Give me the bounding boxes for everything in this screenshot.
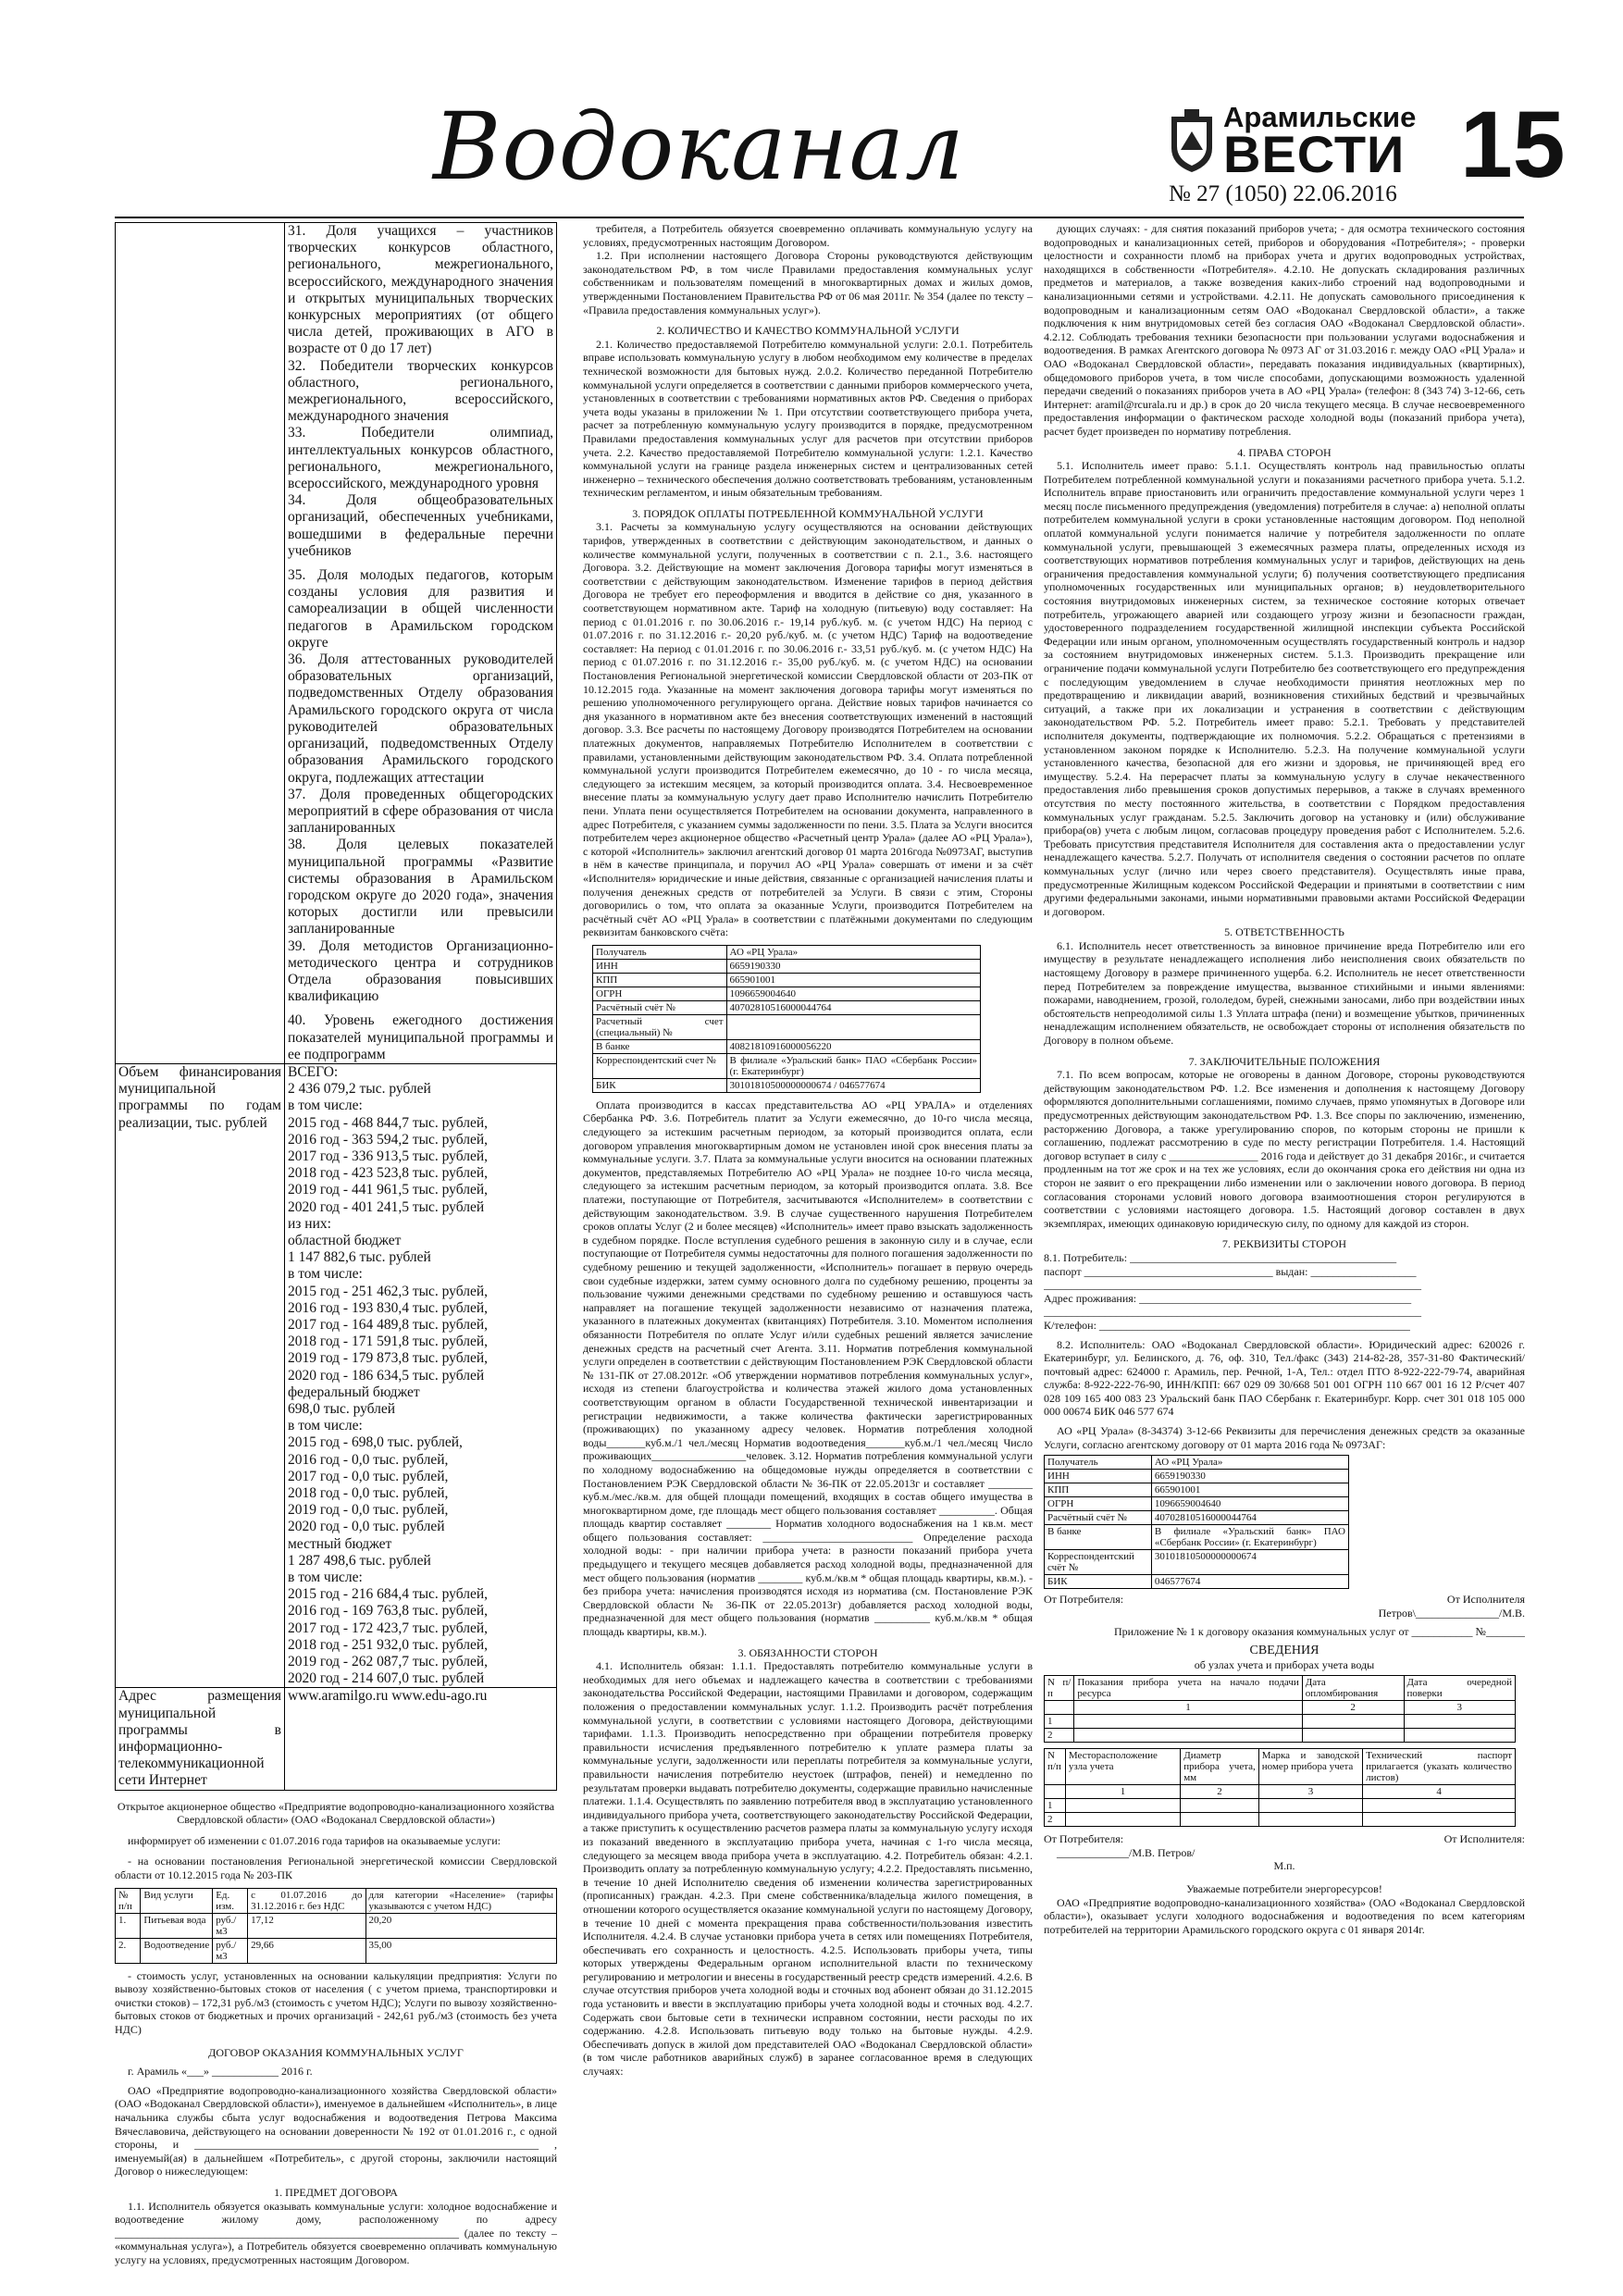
funding-line: 698,0 тыс. рублей [288, 1401, 396, 1418]
newspaper-logo [1168, 101, 1417, 183]
table-row [1045, 1456, 1349, 1470]
consumer-line: паспорт __________________________________ выдан: ___________________ [1044, 1264, 1417, 1278]
funding-line: 2018 год - 171 591,8 тыс. рублей, [288, 1334, 489, 1350]
funding-line: 2020 год - 186 634,5 тыс. рублей [288, 1367, 485, 1384]
table-empty-cell [116, 223, 285, 1064]
intro-text: требителя, а Потребитель обязуется своевременно оплачивать коммунальную услугу на условиях, предусмотренных настоящим Договором. [583, 222, 1033, 249]
bank-cell: 30101810500000000674 / 046577674 [726, 1078, 980, 1092]
tariff-cell: 1. [116, 1913, 141, 1938]
bank-cell: В банке [1045, 1525, 1152, 1550]
logo-line1: Арамильские [1223, 101, 1417, 133]
section2-text: 2.1. Количество предоставляемой Потребителю коммунальной услуги: 2.0.1. Потребитель вправе использовать коммунальную услугу в любом необходимом ему количестве в пределах технической возможности для бытовых нужд. 2.0.2. Количество переданной Потребителю коммунальной услуги определяется в соответствии с данными приборов коммерческого учета, установленных в соответствии с требованиями нормативных актов РФ. Сведения о приборах учета воды указаны в приложении № 1. При отсутствии соответствующего прибора учета, расчет за потребленную коммунальную услугу производится в порядке, предусмотренном Правилами предоставления коммунальных услуг для расчетов при отсутствии приборов учета. 2.2. Качество предоставляемой Потребителю коммунальной услуги: 1.2.1. Качество коммунальной услуги на границе раздела инженерных систем и централизованных сетей инженерно – технического обеспечения должно соответствовать требованиям, установленным техническим регламентом, и иным обязательным требованиям. [583, 337, 1033, 500]
bank-cell: ОГРН [593, 987, 727, 1000]
funding-line: федеральный бюджет [288, 1384, 420, 1400]
cost-text: - стоимость услуг, установленных на основании калькуляции предприятия: Услуги по вывозу хозяйственно-бытовых стоков от населения ( с учетом приема, транспортировки и очистки стоков) – 172,31 руб./м3 (стоимость с учетом НДС); Услуги по вывозу хозяйственно-бытовых стоков от бюджетных и прочих организаций - 242,61 руб./м3 (стоимость без учета НДС) [115, 1968, 557, 2037]
address-value: www.aramilgo.ru www.edu-ago.ru [285, 1688, 557, 1790]
tariff-head: с 01.07.2016 до 31.12.2016 г. без НДС [248, 1888, 365, 1913]
bank-cell: КПП [1045, 1483, 1152, 1497]
basis-text: - на основании постановления Региональной энергетической комиссии Свердловской области от 10.12.2015 года № 203-ПК [115, 1855, 557, 1882]
funding-line: 2015 год - 698,0 тыс. рублей, [288, 1434, 463, 1451]
closing-title: Уважаемые потребители энергоресурсов! [1186, 1882, 1382, 1895]
bank-cell: КПП [593, 973, 727, 987]
funding-label: Объем финансирования муниципальной программы по годам реализации, тыс. рублей [116, 1063, 285, 1688]
tariff-head: Ед. изм. [213, 1888, 248, 1913]
indicator-item: 35. Доля молодых педагогов, которым созданы условия для развития и самореализации в общей численности педагогов в Арамильском городском округе [288, 567, 553, 651]
funding-line: 2015 год - 468 844,7 тыс. рублей, [288, 1114, 489, 1131]
appendix-label: Приложение № 1 к договору оказания коммунальных услуг от ___________ №_______ [1114, 1625, 1525, 1639]
rc-details: АО «РЦ Урала» (8-34374) 3-12-66 Реквизиты для перечисления денежных средств за оказанные Услуги, согласно агентскому договору от 01 марта 2016 года № 0973АГ: [1044, 1424, 1525, 1451]
table-row [593, 973, 981, 987]
bank-cell: 40702810516000044764 [1151, 1511, 1348, 1525]
section4-text: 4.1. Исполнитель обязан: 1.1.1. Предоставлять потребителю коммунальные услуги в необходимых для него объемах и надлежащего качества в соответствии с требованиями законодательства Российской Федерации, настоящими Правилами и договором, содержащим положения о предоставлении коммунальных услуг. 1.1.2. Производить расчёт потребления коммунальной услуги, в соответствии с условиями настоящего Договора, действующими тарифами. 1.1.3. Производить непосредственно при обращении потребителя проверку правильности исчисления предъявленного потребителю к уплате размера платы за коммунальные услуги, задолженности или переплаты потребителя за коммунальные услуги, правильности начисления потребителю неустоек (штрафов, пеней) и немедленно по результатам проверки выдавать потребителю документы, содержащие правильно начисленные платежи. 1.1.4. Осуществлять по заявлению потребителя ввод в эксплуатацию установленного индивидуального прибора учета, соответствующего законодательству Российской Федерации, а также приступить к осуществлению расчетов размера платы за коммунальную услугу исходя из показаний введенного в эксплуатацию прибора учета, начиная с 1-го числа месяца, следующего за месяцем ввода прибора учета в эксплуатацию. 4.2. Потребитель обязан: 4.2.1. Производить оплату за потребленную коммунальную услугу; 4.2.2. Предоставлять письменно, в течение 10 дней Исполнителю сведения об изменении количества зарегистрированных (прописанных) граждан. 4.2.3. При смене собственника/владельца жилого помещения, в отношении которого осуществляется оказание коммунальной услуги по настоящему Договору, в течение 10 дней с момента прекращения права собственности/пользования известить Исполнителя. 4.2.4. В случае установки прибора учета в сетях или помещениях Потребителя, обеспечивать его сохранность и целостность. 4.2.5. Использовать приборы учета, типы которых утверждены Федеральным органом исполнительной власти по техническому регулированию и метрологии и внесены в государственный реестр средств измерений. 4.2.6. В случае отсутствия приборов учета холодной воды и сточных вод абонент обязан до 31.12.2015 года установить и ввести в эксплуатацию приборы учета холодной воды и сточных вод. 4.2.7. Содержать свои бытовые сети в технически исправном состоянии, нести расходы по их содержанию. 4.2.8. Использовать питьевую воду только на бытовые нужды. 4.2.9. Обеспечивать допуск в жилой дом представителей ОАО «Водоканал Свердловской области» (в том числе работников аварийных служб) в заранее согласованное время в следующих случаях: [583, 1659, 1033, 2079]
consumer-line: 8.1. Потребитель: ________________________________________________ [1044, 1250, 1397, 1264]
table-row [1045, 1550, 1349, 1575]
bank-cell: 665901001 [1151, 1483, 1348, 1497]
funding-line: 2019 год - 441 961,5 тыс. рублей, [288, 1182, 489, 1198]
table-row [1045, 1525, 1349, 1550]
bank-cell: АО «РЦ Урала» [1151, 1456, 1348, 1470]
table-head: Месторасположение узла учета [1065, 1749, 1180, 1785]
table-row [1045, 1511, 1349, 1525]
bank-table [592, 945, 981, 1093]
tariff-head: № п/п [116, 1888, 141, 1913]
section4-title: 3. ОБЯЗАННОСТИ СТОРОН [737, 1645, 878, 1659]
page-number: 15 [1460, 92, 1566, 197]
tariff-cell: 2. [116, 1938, 141, 1963]
table-row [1045, 1799, 1516, 1813]
table-cell: 2 [1045, 1813, 1066, 1827]
org-block: Открытое акционерное общество «Предприятие водопроводно-канализационного хозяйства Свердловской области» (ОАО «Водоканал Свердловской области») [117, 1799, 555, 1827]
tariff-cell: руб./м3 [213, 1913, 248, 1938]
table-row [1045, 1575, 1349, 1589]
tariff-cell: Питьевая вода [141, 1913, 213, 1938]
coat-of-arms-icon [1168, 107, 1216, 174]
consumer-line: Адрес проживания: _________________________________________________ [1044, 1291, 1412, 1305]
table-row [116, 1913, 557, 1938]
section1-text: 1.1. Исполнитель обязуется оказывать коммунальные услуги: холодное водоснабжение и водоотведение жилому дому, расположенному по адресу ______________________________________________________________ (далее по тексту – «коммунальная услуга»), а Потребитель обязуется своевременно оплачивать коммунальную услугу на условиях, предусмотренных настоящим Договором. [115, 2199, 557, 2266]
funding-line: 2015 год - 216 684,4 тыс. рублей, [288, 1586, 489, 1603]
sign-line: Петров\_______________/М.В. [1378, 1606, 1525, 1620]
bank-cell: Получатель [1045, 1456, 1152, 1470]
table-cell: 4 [1363, 1785, 1516, 1799]
table-head: N п/п [1045, 1749, 1066, 1785]
table-row [1045, 1715, 1516, 1729]
funding-line: 2020 год - 0,0 тыс. рублей [288, 1519, 445, 1535]
sign-consumer: От Потребителя: [1044, 1593, 1124, 1607]
table-row [1045, 1497, 1349, 1511]
table-cell: 1 [1074, 1701, 1302, 1715]
tariff-cell: Водоотведение [141, 1938, 213, 1963]
bank-cell: 30101810500000000674 [1151, 1550, 1348, 1575]
table-row [593, 1078, 981, 1092]
funding-line: в том числе: [288, 1570, 363, 1586]
funding-line: 2019 год - 0,0 тыс. рублей, [288, 1502, 449, 1519]
column-middle [583, 222, 1033, 2286]
stamp-label: М.п. [1273, 1859, 1295, 1873]
issue-number: № 27 (1050) 22.06.2016 [1169, 181, 1397, 206]
table-cell: 3 [1404, 1701, 1515, 1715]
funding-line: 1 147 882,6 тыс. рублей [288, 1249, 431, 1266]
table-row [593, 959, 981, 973]
table-row [593, 1000, 981, 1014]
funding-line: 2 436 079,2 тыс. рублей [288, 1081, 431, 1098]
table-row [593, 1014, 981, 1039]
table-head: N п/п [1045, 1676, 1074, 1701]
table-row [1045, 1813, 1516, 1827]
table-head: Диаметр прибора учета, мм [1181, 1749, 1259, 1785]
funding-line: местный бюджет [288, 1535, 392, 1552]
info-subtitle: об узлах учета и приборах учета воды [1194, 1657, 1375, 1671]
meters-table-2 [1044, 1748, 1516, 1827]
bank-cell: ИНН [1045, 1470, 1152, 1483]
consumer-line: ____________________________________________________________________ [1044, 1278, 1421, 1292]
bank-cell: БИК [593, 1078, 727, 1092]
column-right [1044, 222, 1525, 2286]
table-cell: 1 [1065, 1785, 1180, 1799]
section6-title: 5. ОТВЕТСТВЕННОСТЬ [1224, 925, 1344, 939]
table-cell: 2 [1181, 1785, 1259, 1799]
tariff-head: для категории «Население» (тарифы указываются с учетом НДС) [365, 1888, 557, 1913]
contract-place: г. Арамиль «___» ____________ 2016 г. [128, 2065, 313, 2079]
section3-text-2: Оплата производится в кассах представительства АО «РЦ УРАЛА» и отделениях Сбербанка РФ. 3.6. Потребитель платит за Услуги ежемесячно, до 10-го числа месяца, следующего за истекшим расчетным периодом, за который производится оплата, если договором управления многоквартирным домом не установлен иной срок внесения платы за коммунальные услуги. 3.7. Плата за коммунальные услуги вносится на основании платежных документов, представляемых Потребителю АО «РЦ Урала» не позднее 10-го числа месяца, следующего за истекшим расчетным периодом, за который производится оплата. 3.8. Все платежи, поступающие от Потребителя, засчитываются «Исполнителем» в соответствии с действующим законодательством. 3.9. В случае существенного нарушения Потребителем сроков оплаты Услуг (2 и более месяцев) «Исполнитель» имеет право взыскать задолженность в судебном порядке. После вступления судебного решения в законную силу и в случае, если поступающие от Потребителя суммы недостаточны для полного погашения задолженности по судебному решению и текущей задолженности, «Исполнитель» погашает в первую очередь свои судебные издержки, затем сумму основного долга по судебному решению, проценты за пользование чужими денежными средствами по судебному решению и оставшуюся часть направляет на погашение текущей задолженности независимо от назначения платежа, указанного в платежных документах (квитанциях) Потребителя. 3.10. Моментом исполнения обязанности Потребителя по оплате Услуг и/или судебных решений является зачисление денежных средств на расчетный счет Агента. 3.11. Норматив потребления коммунальной услуги определен в соответствии с действующим Постановлением РЭК Свердловской области № 131-ПК от 27.08.2012г. «Об утверждении нормативов потребления коммунальных услуг», исходя из степени благоустройства и количества этажей жилого дома установленных соответствующим органом в области Государственной технической инвентаризации и регистрации недвижимости, а также количества фактически зарегистрированных (проживающих) по указанному адресу человек. Норматив потребления холодной воды_______куб.м./1 чел./месяц Норматив водоотведения_______куб.м./1 чел./месяц Число проживающих_________________человек. 3.12. Норматив потребления коммунальной услуги по холодному водоснабжению на общедомовые нужды определяется в соответствии с Постановлением РЭК Свердловской области № 36-ПК от 22.05.2013г и составляет ________ куб.м./мес./кв.м. для общей площади помещений, входящих в состав общего имущества в многоквартирном доме, где площадь мест общего пользования составляет __________. Общая площадь квартир составляет ________ Норматив холодного водоснабжения на 1 кв.м. мест общего пользования составляет: ___________________________ Определение расхода холодной воды: - при наличии прибора учета: в разности показаний прибора учета предыдущего и текущего месяцев добавляется расход холодной воды, предназначенной для мест общего пользования (норматив ________ куб.м./кв.м * общая площадь квартиры, кв.м.). - без прибора учета: начисления производятся исходя из норматива (см. Постановление РЭК Свердловской области № 36-ПК от 22.05.2013г) добавляется расход холодной воды, предназначенной для мест общего пользования (норматив __________ куб.м./кв.м * общая площадь квартиры, кв.м.). [583, 1098, 1033, 1639]
table-cell: 3 [1258, 1785, 1362, 1799]
consumer-line: К/телефон: ________________________________________________________ [1044, 1318, 1410, 1332]
section8-title: 7. РЕКВИЗИТЫ СТОРОН [1221, 1237, 1347, 1251]
funding-line: 2017 год - 172 423,7 тыс. рублей, [288, 1620, 489, 1636]
funding-line: областной бюджет [288, 1232, 402, 1248]
table-cell: 1 [1045, 1715, 1074, 1729]
section2-title: 2. КОЛИЧЕСТВО И КАЧЕСТВО КОММУНАЛЬНОЙ УСЛУГИ [656, 324, 960, 338]
bank-cell: В банке [593, 1039, 727, 1053]
bank-cell: 40821810916000056220 [726, 1039, 980, 1053]
indicator-item: 33. Победители олимпиад, интеллектуальных конкурсов областного, регионального, межрегионального, всероссийского, международного уровня [288, 425, 553, 492]
funding-line: в том числе: [288, 1266, 363, 1283]
clause-1-2: 1.2. При исполнении настоящего Договора Стороны руководствуются действующим законодательством РФ, в том числе Правилами предоставления коммунальных услуг собственникам и пользователям помещений в многоквартирных домах и жилых домов, утвержденными Постановлением Правительства РФ от 06 мая 2011г. № 354 (далее по тексту – «Правила предоставления коммунальных услуг»). [583, 249, 1033, 316]
info-title: СВЕДЕНИЯ [1249, 1644, 1319, 1658]
bank-cell: 665901001 [726, 973, 980, 987]
bank-cell [726, 1014, 980, 1039]
executor-details: 8.2. Исполнитель: ОАО «Водоканал Свердловской области». Юридический адрес: 620026 г. Екатеринбург, ул. Белинского, д. 76, оф. 310, Тел./факс (343) 214-82-28, 357-31-80 Фактический/ почтовый адрес: 624000 г. Арамиль, пер. Речной, 1-А, Тел.: отдел ПТО 8-922-222-79-74, аварийная служба: 8-922-222-76-90, ИНН/КПП: 667 029 09 30/668 501 001 ОГРН 110 667 001 16 12 Р/счет 407 028 109 165 400 083 23 Уральский банк ПАО Сбербанк г. Екатеринбург. Корр. счет 301 018 105 000 000 00674 БИК 046 577 674 [1044, 1337, 1525, 1419]
section3-title: 3. ПОРЯДОК ОПЛАТЫ ПОТРЕБЛЕННОЙ КОММУНАЛЬНОЙ УСЛУГИ [632, 506, 984, 520]
bank-cell: ОГРН [1045, 1497, 1152, 1511]
program-table [115, 222, 557, 1791]
table-row [593, 987, 981, 1000]
consumer-details [1044, 1251, 1525, 1333]
section6-text: 6.1. Исполнитель несет ответственность за виновное причинение вреда Потребителю или его имуществу в результате ненадлежащего исполнения либо неисполнения своих обязательств по настоящему Договору в размере причиненного ущерба. 6.2. Исполнитель не несет ответственности перед Потребителем за повреждение имущества, вызванное стихийными и иными явлениями: пожарами, наводнением, грозой, гололедом, бурей, снежными заносами, либо при воздействии иных обстоятельств непреодолимой силы 1.3 Уплата штрафа (пени) и возмещение убытков, причиненных ненадлежащим исполнением обязательств, не освобождает стороны от исполнения обязательств по Договору в полном объеме. [1044, 938, 1525, 1048]
funding-line: 2016 год - 193 830,4 тыс. рублей, [288, 1299, 489, 1316]
tariff-table [115, 1888, 557, 1964]
bank-cell: ИНН [593, 959, 727, 973]
funding-line: в том числе: [288, 1098, 363, 1114]
table-row [116, 1938, 557, 1963]
section5-title: 4. ПРАВА СТОРОН [1237, 445, 1332, 459]
funding-line: в том числе: [288, 1418, 363, 1434]
funding-line: 2017 год - 164 489,8 тыс. рублей, [288, 1317, 489, 1333]
header-rule [115, 217, 1524, 218]
bank-cell: Корреспондентский счет № [593, 1053, 727, 1078]
right-top-text: дующих случаях: - для снятия показаний приборов учета; - для осмотра технического состояния водопроводных и канализационных сетей, приборов и оборудования «Потребителя»; - проверки целостности и сохранности пломб на приборах учета и других водопроводных устройствах, находящихся в собственности «Потребителя». 4.2.10. Не допускать складирования различных предметов и материалов, а также возведения каких-либо строений над водопроводными и канализационными сетями и устройствами. 4.2.11. Не допускать самовольного присоединения к водопроводным и канализационным сетям ОАО «Водоканал Свердловской области», а также подключения к ним внутридомовых сетей без согласия ОАО «Водоканал Свердловской области». 4.2.12. Соблюдать требования техники безопасности при пользовании услугами водоснабжения и водоотведения. В рамках Агентского договора № 0973 АГ от 31.03.2016 г. между ОАО «РЦ Урала» и ОАО «Водоканал Свердловской области», передавать показания индивидуальных (квартирных), общедомового приборов учета, в том числе способами, допускающими возможность удаленной передачи сведений о показаниях приборов учета в АО «РЦ Урала» (телефон: 8 (343 74) 3-12-66, сеть Интернет: aramil@rcurala.ru и др.) в срок до 20 числа текущего месяца. В случае несвоевременного предоставления информации о фактическом расходе холодной воды (показаний прибора учета), расчет будет произведен по нормативу потребления. [1044, 222, 1525, 438]
funding-line: 2015 год - 251 462,3 тыс. рублей, [288, 1283, 489, 1299]
sign2-line: _____________/М.В. Петров/ [1057, 1845, 1196, 1859]
tariff-cell: 35,00 [365, 1938, 557, 1963]
section-title: Водоканал [433, 93, 965, 201]
funding-line: 2016 год - 169 763,8 тыс. рублей, [288, 1603, 489, 1620]
funding-line: ВСЕГО: [288, 1063, 339, 1080]
funding-line: из них: [288, 1215, 331, 1232]
table-cell: 2 [1045, 1729, 1074, 1743]
section5-text: 5.1. Исполнитель имеет право: 5.1.1. Осуществлять контроль над правильностью оплаты Потребителем потребленной коммунальной услуги и показаниями расчетного прибора учета. 5.1.2. Исполнитель вправе приостановить или ограничить предоставление коммунальной услуги через 1 месяц после письменного предупреждения (уведомления) потребителя в случае: а) неполной оплаты потребителем коммунальной услуги в сроки установленные настоящим договором. Под неполной оплатой коммунальной услуги понимается наличие у потребителя задолженности по оплате коммунальной услуги, превышающей 3 ежемесячных размера платы, определенных исходя из соответствующих нормативов потребления коммунальных услуг и тарифов, действующих на день ограничения предоставления коммунальной услуги; б) получения соответствующего предписания уполномоченных государственных или муниципальных органов; в) неудовлетворительного состояния внутридомовых инженерных систем, за техническое состояние которых отвечает потребитель, угрожающего аварией или создающего угрозу жизни и безопасности граждан, удостоверенного подразделением государственной жилищной инспекции субъекта Российской Федерации или иным органом, уполномоченным осуществлять государственный контроль и надзор за состоянием внутридомовых инженерных систем. 5.1.3. Производить прекращение или ограничение подачи коммунальной услуги Потребителю без соответствующего его предупреждения с последующим уведомлением в случае необходимости принятия неотложных мер по предотвращению и ликвидации аварий, возникновения стихийных бедствий и чрезвычайных ситуаций, а также при их локализации и устранения в соответствии с действующим законодательством РФ. 5.2. Потребитель имеет право: 5.2.1. Требовать у представителей исполнителя документы, подтверждающие их полномочия. 5.2.2. Обращаться с претензиями в установленном законом порядке к Исполнителю. 5.2.3. На получение коммунальной услуги установленного качества, безопасной для его жизни и здоровья, не причиняющей вред его имуществу. 5.2.4. На перерасчет платы за коммунальную услугу в случае некачественного предоставления либо превышения сроков допустимых перерывов, а также в случаях временного отсутствия по месту постоянного жительства, в соответствии с Порядком предоставления коммунальных услуг гражданам. 5.2.5. Заключить договор на установку и (или) обслуживание прибора(ов) учета с любым лицом, согласовав процедуру проведения работ с Исполнителем. 5.2.6. Требовать присутствия представителя Исполнителя для составления акта о предоставлении услуг ненадлежащего качества. 5.2.7. Получать от исполнителя сведения о состоянии расчетов по оплате коммунальных услуг (лично или через своего представителя). Осуществлять иные права, предусмотренные Жилищным кодексом Российской Федерации и принятыми в соответствии с ним другими федеральными законами, иными нормативными правовыми актами Российской Федерации и договором. [1044, 459, 1525, 918]
indicator-item: 31. Доля учащихся – участников творческих конкурсов областного, регионального, межрегионального, всероссийского, международного значения и открытых муниципальных творческих конкурсных мероприятиях (от общего числа детей, проживающих в АГО в возрасте от 0 до 17 лет) [288, 223, 553, 357]
funding-line: 2018 год - 251 932,0 тыс. рублей, [288, 1636, 489, 1653]
funding-line: 2019 год - 179 873,8 тыс. рублей, [288, 1350, 489, 1367]
funding-line: 2019 год - 262 087,7 тыс. рублей, [288, 1654, 489, 1670]
indicator-item: 36. Доля аттестованных руководителей образовательных организаций, подведомственных Отделу образования Арамильского городского округа от числа руководителей образовательных организаций, подведомственных Отделу образования Арамильского городского округа, подлежащих аттестации [288, 652, 553, 786]
indicator-item: 39. Доля методистов Организационно-методического центра и сотрудников Отдела образования повысивших квалификацию [288, 937, 553, 1005]
bank-cell: Расчётный счёт № [593, 1000, 727, 1014]
table-head: Марка и заводской номер прибора учета [1258, 1749, 1362, 1785]
meters-table-1 [1044, 1675, 1516, 1743]
funding-line: 2018 год - 0,0 тыс. рублей, [288, 1485, 449, 1502]
bank-cell: 6659190330 [1151, 1470, 1348, 1483]
bank-cell: БИК [1045, 1575, 1152, 1589]
bank-cell: Расчетный счет (специальный) № [593, 1014, 727, 1039]
bank-cell: Расчётный счёт № [1045, 1511, 1152, 1525]
table-row [1045, 1483, 1349, 1497]
table-head: Показания прибора учета на начало подачи ресурса [1074, 1676, 1302, 1701]
indicator-item: 34. Доля общеобразовательных организаций, обеспеченных учебниками, вошедшими в федеральные перечни учебников [288, 492, 553, 559]
tariff-cell: 29,66 [248, 1938, 365, 1963]
tariff-cell: 17,12 [248, 1913, 365, 1938]
table-row [593, 945, 981, 959]
bank-cell: Корреспондентский счёт № [1045, 1550, 1152, 1575]
section7-title: 7. ЗАКЛЮЧИТЕЛЬНЫЕ ПОЛОЖЕНИЯ [1188, 1054, 1381, 1068]
tariff-head: Вид услуги [141, 1888, 213, 1913]
funding-line: 2016 год - 363 594,2 тыс. рублей, [288, 1131, 489, 1148]
indicator-item: 32. Победители творческих конкурсов областного, регионального, межрегионального, всероссийского, международного значения [288, 357, 553, 425]
bank-cell: 1096659004640 [1151, 1497, 1348, 1511]
consumer-line: ____________________________________________________________________ [1044, 1305, 1421, 1319]
funding-line: 2017 год - 336 913,5 тыс. рублей, [288, 1148, 489, 1164]
column-left [115, 222, 557, 2267]
table-head: Технический паспорт прилагается (указать количество листов) [1363, 1749, 1516, 1785]
section7-text: 7.1. По всем вопросам, которые не оговорены в данном Договоре, стороны руководствуются действующим законодательством РФ. 1.2. Все изменения и дополнения к настоящему Договору оформляются дополнительными соглашениями, помимо случаев, прямо упомянутых в Договоре или предусмотренных действующим законодательством РФ. 1.3. Все споры по заключению, изменению, расторжению Договора, а также урегулированию споров, по которым стороны не пришли к соглашению, подлежат рассмотрению в суде по месту регистрации Потребителя. 1.4. Настоящий договор вступает в силу с ________________ 2016 года и действует до 31 декабря 2016г., и считается продленным на тот же срок и на тех же условиях, если до окончания срока его действия ни одна из сторон не заявит о его прекращении либо изменении или о заключении нового договора. В период согласования сторонами условий нового договора взаимоотношения сторон регулируются в соответствии с условиями настоящего договора. 1.5. Настоящий договор составлен в двух экземплярах, имеющих одинаковую юридическую силу, по одному для каждой из сторон. [1044, 1068, 1525, 1230]
tariff-cell: 20,20 [365, 1913, 557, 1938]
bank-cell: 6659190330 [726, 959, 980, 973]
table-cell: 1 [1045, 1799, 1066, 1813]
section3-text: 3.1. Расчеты за коммунальную услугу осуществляются на основании действующих тарифов, утвержденных в соответствии с действующим законодательством, и данных о количестве коммунальной услуги, полученных в соответствии с п. 2.1., 3.6. настоящего Договора. 3.2. Действующие на момент заключения Договора тарифы могут изменяться в соответствии с действующим законодательством. Изменение тарифов в период действия Договора не требует его переоформления и вводится в действие со дня, указанного в соответствующем нормативном акте. Тариф на холодную (питьевую) воду составляет: На период с 01.01.2016 г. по 30.06.2016 г.- 19,14 руб./куб. м. (с учетом НДС) На период с 01.07.2016 г. по 31.12.2016 г.- 20,20 руб./куб. м. (с учетом НДС) Тариф на водоотведение составляет: На период с 01.01.2016 г. по 30.06.2016 г.- 33,51 руб./куб. м. (с учетом НДС) На период с 01.07.2016 г. по 31.12.2016 г.- 35,00 руб./куб. м. (с учетом НДС) на основании Постановления Региональной энергетической комиссии Свердловской области от 203-ПК от 10.12.2015 года. Указанные на момент заключения договора тарифы могут изменяться по решению уполномоченного регулирующего органа. Действие новых тарифов начинается со дня указанного в нормативном акте без внесения соответствующих изменений в настоящий договор. 3.3. Все расчеты по настоящему Договору производятся Потребителем на основании платежных документов, направляемых Потребителю Исполнителем в соответствии с правилами, установленными действующим законодательством РФ. 3.4. Оплата потребленной коммунальной услуги производится Потребителем ежемесячно, до 10 - го числа месяца, следующего за истекшим месяцем, за который производится оплата. 3.4. Несвоевременное внесение платы за коммунальную услугу дает право Исполнителю начислить Потребителю пени. Уплата пени осуществляется Потребителем на основании документа, направленного в адрес Потребителя, с указанием суммы задолженности по пени. 3.5. Плата за Услуги вносится потребителем через акционерное общество «Расчетный центр Урала» (далее АО «РЦ Урала»), с которой «Исполнитель» заключил агентский договор 01 марта 2016года №0973АГ, выступив в нём в качестве принципала, и поручил АО «РЦ Урала» совершать от имени и за счёт «Исполнителя» юридические и иные действия, связанные с организацией начисления платы и получения денежных средств от потребителей за Услуги. В связи с этим, Стороны договорились о том, что оплата за оказанные Услуги, производится Потребителем на расчётный счёт АО «РЦ Урала» в соответствии с платёжными документами по следующим реквизитам банковского счёта: [583, 520, 1033, 939]
indicators-cell [285, 223, 557, 1064]
table-head: Дата очередной поверки [1404, 1676, 1515, 1701]
bank-cell: 40702810516000044764 [726, 1000, 980, 1014]
indicator-item: 37. Доля проведенных общегородских мероприятий в сфере образования от числа запланированных [288, 786, 553, 837]
logo-line2: ВЕСТИ [1223, 125, 1406, 183]
signature-row [1044, 1593, 1525, 1607]
informs-text: информирует об изменении с 01.07.2016 года тарифов на оказываемые услуги: [128, 1833, 502, 1847]
bank-cell: АО «РЦ Урала» [726, 945, 980, 959]
indicator-item: 40. Уровень ежегодного достижения показателей муниципальной программы и ее подпрограмм [288, 1012, 553, 1062]
bank-cell: 1096659004640 [726, 987, 980, 1000]
closing-text: ОАО «Предприятие водопроводно-канализационного хозяйства» (ОАО «Водоканал Свердловской области»), оказывает услуги холодного водоснабжения и водоотведения по всем категориям потребителей на территории Арамильского городского округа с 01 января 2014г. [1044, 1895, 1525, 1936]
sign-executor: От Исполнителя [1446, 1593, 1525, 1607]
indicator-item: 38. Доля целевых показателей муниципальной программы «Развитие системы образования в Арамильском городском округе до 2020 года», значения которых достигли или превысили запланированные [288, 837, 553, 937]
contract-title: ДОГОВОР ОКАЗАНИЯ КОММУНАЛЬНЫХ УСЛУГ [208, 2045, 464, 2059]
funding-line: 2018 год - 423 523,8 тыс. рублей, [288, 1165, 489, 1182]
funding-line: 2017 год - 0,0 тыс. рублей, [288, 1468, 449, 1484]
bank-cell: 046577674 [1151, 1575, 1348, 1589]
section1-title: 1. ПРЕДМЕТ ДОГОВОРА [274, 2185, 398, 2199]
table-cell: 2 [1302, 1701, 1404, 1715]
contract-intro: ОАО «Предприятие водопроводно-канализационного хозяйства Свердловской области» (ОАО «Водоканал Свердловской области»), именуемое в дальнейшем «Исполнитель», в лице начальника службы сбыта услуг водоснабжения и водоотведения Петрова Максима Вячеславовича, действующего на основании доверенности № 192 от 01.01.2016 г., с одной стороны, и ______________________________________________________________ , именуемый(ая) в дальнейшем «Потребитель», с другой стороны, заключили настоящий Договор о нижеследующем: [115, 2083, 557, 2178]
sign2-executor: От Исполнителя: [1443, 1832, 1525, 1846]
signature-row-2 [1044, 1832, 1525, 1846]
table-row [593, 1053, 981, 1078]
funding-line: 2020 год - 214 607,0 тыс. рублей [288, 1670, 485, 1687]
funding-cell [285, 1063, 557, 1688]
sign2-consumer: От Потребителя: [1044, 1832, 1124, 1846]
funding-line: 1 287 498,6 тыс. рублей [288, 1552, 431, 1569]
bank-cell: В филиале «Уральский банк» ПАО «Сбербанк России» (г. Екатеринбург) [1151, 1525, 1348, 1550]
tariff-cell: руб./м3 [213, 1938, 248, 1963]
bank-cell: Получатель [593, 945, 727, 959]
bank-table-2 [1044, 1455, 1349, 1589]
table-head: Дата опломбирования [1302, 1676, 1404, 1701]
table-row [1045, 1729, 1516, 1743]
funding-line: 2020 год - 401 241,5 тыс. рублей [288, 1198, 485, 1215]
bank-cell: В филиале «Уральский банк» ПАО «Сбербанк России» (г. Екатеринбург) [726, 1053, 980, 1078]
address-label: Адрес размещения муниципальной программы в информационно-телекоммуникационной сети Интернет [116, 1688, 285, 1790]
funding-line: 2016 год - 0,0 тыс. рублей, [288, 1451, 449, 1468]
table-row [1045, 1470, 1349, 1483]
table-row [593, 1039, 981, 1053]
